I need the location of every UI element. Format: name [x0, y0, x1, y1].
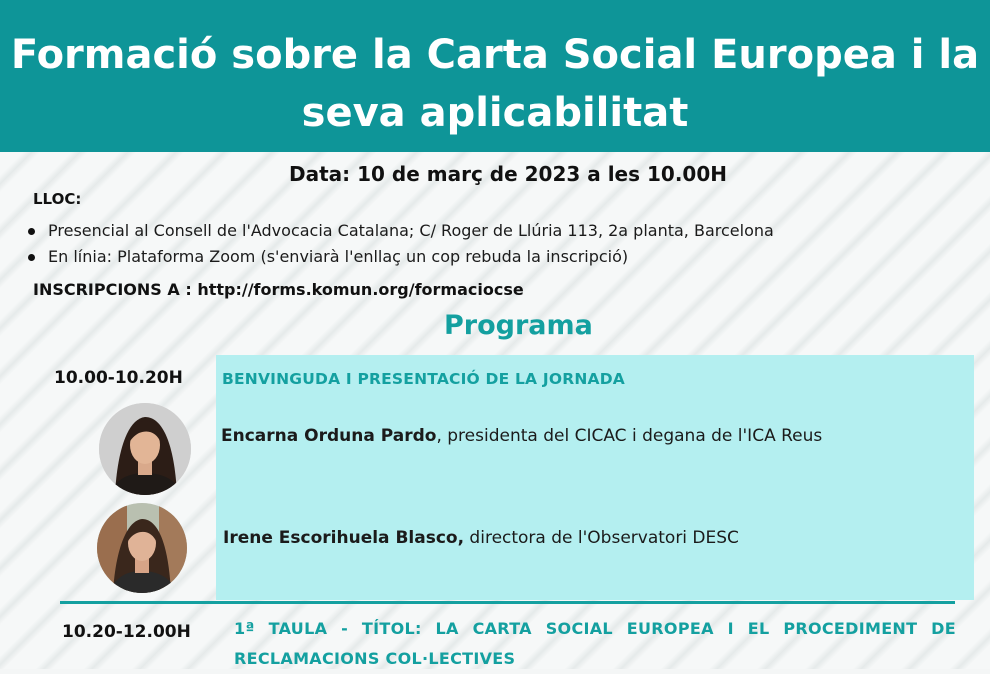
location-item-presencial [26, 218, 774, 244]
speaker-line-2 [223, 528, 739, 548]
speaker-photo-2 [97, 503, 187, 593]
bullet-icon [28, 228, 35, 235]
session-title: BENVINGUDA I PRESENTACIÓ DE LA JORNADA [222, 370, 625, 388]
session-panel [216, 355, 974, 600]
location-text: En línia: Plataforma Zoom (s'enviarà l'enllaç un cop rebuda la inscripció) [48, 247, 629, 266]
section-divider [60, 601, 955, 604]
registration-link[interactable]: http://forms.komun.org/formaciocse [197, 280, 524, 299]
location-list [26, 218, 774, 270]
program-heading: Programa [444, 310, 593, 341]
location-label: LLOC: [33, 190, 82, 208]
location-item-online [26, 244, 774, 270]
speaker-name: Encarna Orduna Pardo [221, 426, 437, 446]
bullet-icon [28, 254, 35, 261]
registration-label: INSCRIPCIONS A : [33, 280, 198, 299]
speaker-photo-1 [99, 403, 191, 495]
title-line-1: Formació sobre la Carta Social Europea i la [10, 32, 980, 78]
speaker-role: , presidenta del CICAC i degana de l'ICA Reus [436, 426, 823, 446]
speaker-line-1 [221, 426, 822, 446]
session-time: 10.00-10.20H [54, 368, 183, 388]
title-line-2: seva aplicabilitat [301, 90, 689, 136]
registration-line [33, 280, 524, 299]
avatar-image [97, 503, 187, 593]
page-title [0, 26, 990, 142]
speaker-name: Irene Escorihuela Blasco, [223, 528, 465, 548]
location-text: Presencial al Consell de l'Advocacia Catalana; C/ Roger de Llúria 113, 2a planta, Barcelona [48, 221, 774, 240]
session-time: 10.20-12.00H [62, 622, 191, 642]
speaker-role: directora de l'Observatori DESC [464, 528, 739, 548]
avatar-image [99, 403, 191, 495]
session-title: 1ª TAULA - TÍTOL: LA CARTA SOCIAL EUROPEA I EL PROCEDIMENT DE RECLAMACIONS COL·LECTIVES [234, 619, 956, 668]
header-banner [0, 0, 990, 152]
event-date: Data: 10 de març de 2023 a les 10.00H [289, 162, 727, 186]
